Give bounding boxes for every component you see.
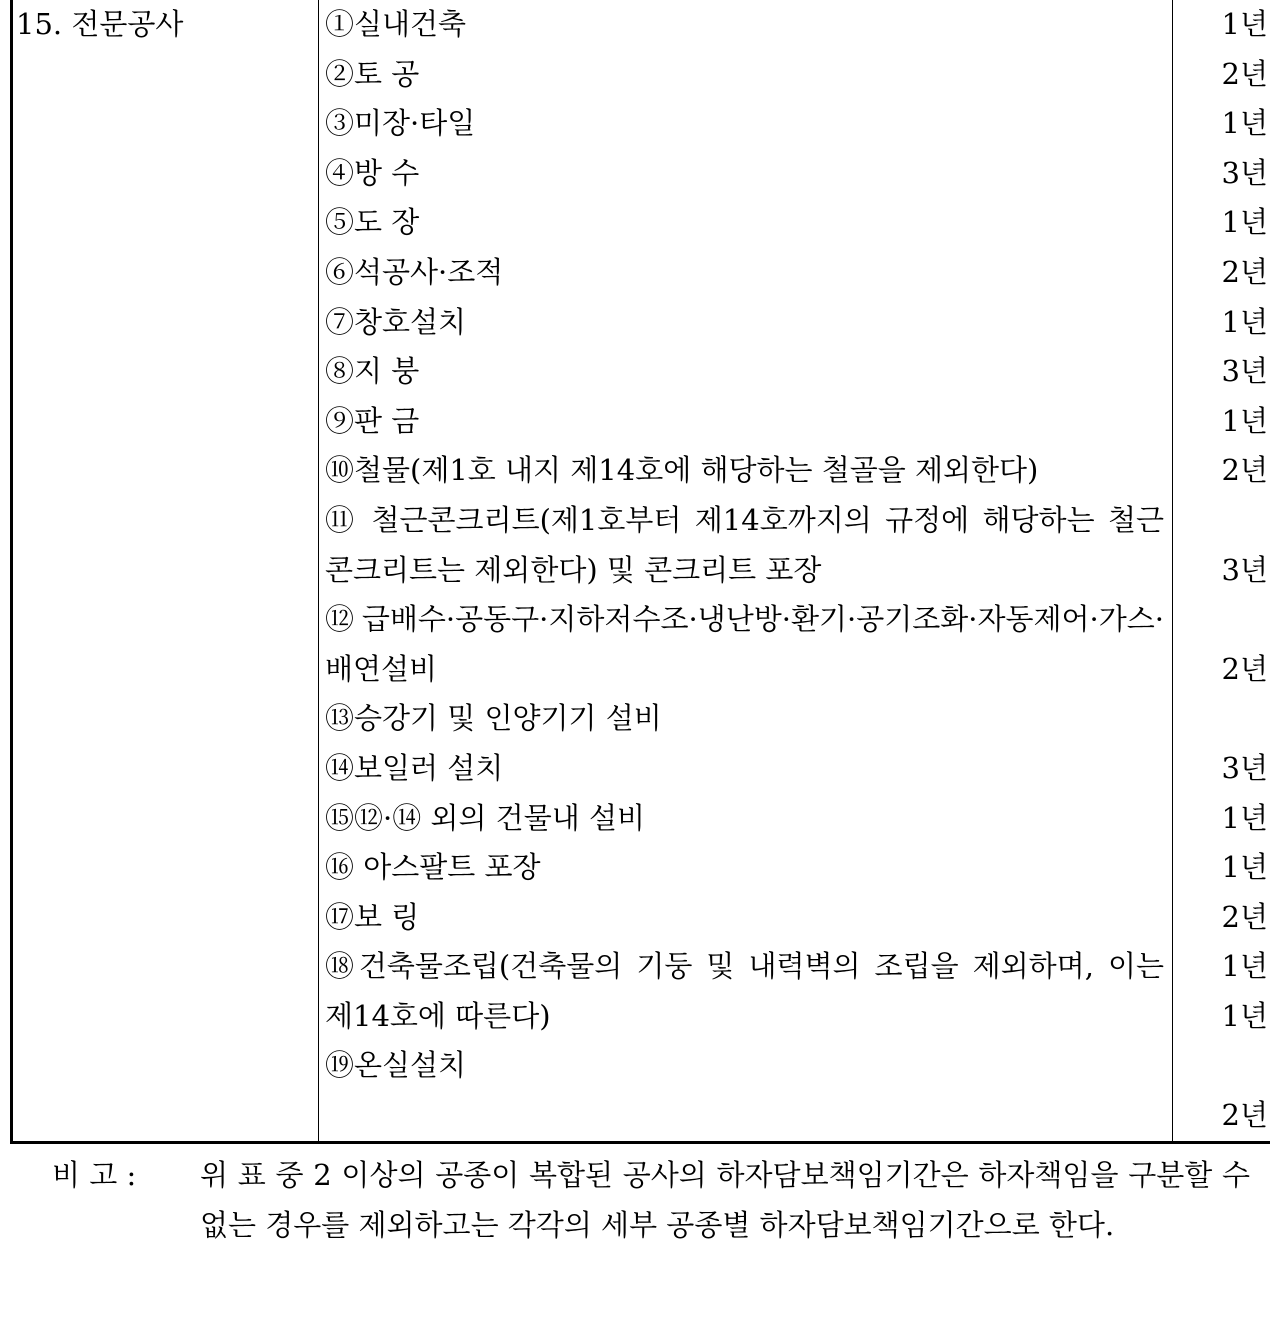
work-item: ⑦창호설치 [325,304,467,339]
remark-label: 비 고 : [52,1158,137,1192]
liability-period: 3년 [1221,552,1268,587]
work-item: ⑥석공사·조적 [325,254,504,289]
liability-period: 1년 [1221,998,1268,1033]
liability-period: 1년 [1221,800,1268,835]
category-cell [12,0,319,1142]
liability-period: 2년 [1221,899,1268,934]
liability-period: 1년 [1221,205,1268,240]
work-item: ⑬승강기 및 인양기기 설비 [325,701,662,736]
liability-period: 2년 [1221,56,1268,91]
liability-period: 2년 [1221,651,1268,686]
defect-liability-table [10,0,1270,1144]
liability-period: 2년 [1221,1098,1268,1133]
work-item: ⑪ 철근콘크리트(제1호부터 제14호까지의 규정에 해당하는 철근콘크리트는 제외한다) 및 콘크리트 포장 [325,502,1164,587]
work-item: ⑧지 붕 [325,354,420,389]
work-item: ②토 공 [325,56,420,91]
work-item: ③미장·타일 [325,106,476,141]
work-item: ⑲온실설치 [325,1048,467,1083]
category-label: 15. 전문공사 [16,7,184,41]
liability-period: 3년 [1221,750,1268,785]
liability-period: 2년 [1221,453,1268,488]
work-item: ⑨판 금 [325,403,420,438]
liability-period: 1년 [1221,106,1268,141]
liability-period: 3년 [1221,155,1268,190]
work-items-cell [319,0,1173,1142]
liability-period-cell [1173,0,1270,1142]
liability-period: 2년 [1221,254,1268,289]
work-item: ⑯ 아스팔트 포장 [325,850,541,885]
liability-period: 1년 [1221,403,1268,438]
work-item: ④방 수 [325,155,420,190]
remark-text: 위 표 중 2 이상의 공종이 복합된 공사의 하자담보책임기간은 하자책임을 구분할 수 없는 경우를 제외하고는 각각의 세부 공종별 하자담보책임기간으로 한다. [200,1158,1250,1242]
work-item: ⑩철물(제1호 내지 제14호에 해당하는 철골을 제외한다) [325,453,1039,488]
work-item: ⑤도 장 [325,205,420,240]
work-item: ⑱건축물조립(건축물의 기둥 및 내력벽의 조립을 제외하며, 이는 제14호에 따른다) [325,949,1164,1033]
table-row [12,0,1270,1142]
liability-period: 1년 [1221,949,1268,984]
liability-period: 1년 [1221,850,1268,885]
work-item: ⑮⑫·⑭ 외의 건물내 설비 [325,800,645,835]
work-item: ⑭보일러 설치 [325,750,504,785]
liability-period: 1년 [1221,7,1268,41]
work-item: ①실내건축 [325,7,467,41]
liability-period: 3년 [1221,354,1268,389]
work-item: ⑰보 링 [325,899,420,934]
work-item: ⑫급배수·공동구·지하저수조·냉난방·환기·공기조화·자동제어·가스·배연설비 [325,602,1164,686]
liability-period: 1년 [1221,304,1268,339]
